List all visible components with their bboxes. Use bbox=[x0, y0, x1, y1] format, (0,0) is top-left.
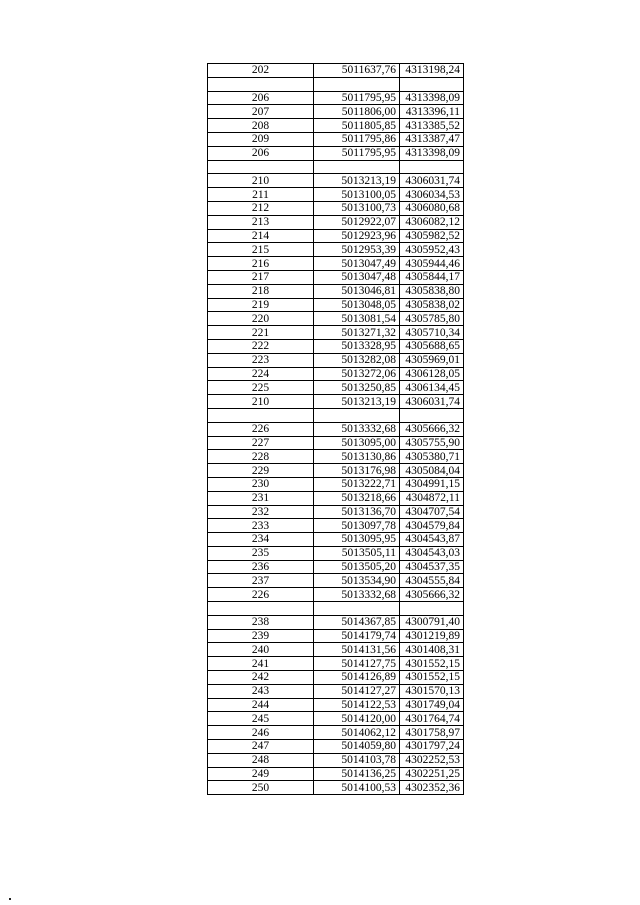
x-coordinate-cell: 5013213,19 bbox=[314, 174, 400, 188]
y-coordinate-cell: 4306031,74 bbox=[400, 395, 464, 409]
y-coordinate-cell: 4305785,80 bbox=[400, 312, 464, 326]
table-row bbox=[208, 270, 464, 284]
point-number-cell: 212 bbox=[208, 201, 314, 215]
y-coordinate-cell: 4305666,32 bbox=[400, 588, 464, 602]
point-number-cell: 209 bbox=[208, 132, 314, 146]
table-row bbox=[208, 615, 464, 629]
x-coordinate-cell bbox=[314, 602, 400, 616]
point-number-cell: 206 bbox=[208, 146, 314, 160]
y-coordinate-cell: 4301552,15 bbox=[400, 657, 464, 671]
table-row bbox=[208, 188, 464, 202]
table-row bbox=[208, 146, 464, 160]
table-row bbox=[208, 477, 464, 491]
x-coordinate-cell: 5013047,48 bbox=[314, 270, 400, 284]
point-number-cell: 247 bbox=[208, 740, 314, 754]
point-number-cell: 226 bbox=[208, 588, 314, 602]
x-coordinate-cell: 5014120,00 bbox=[314, 712, 400, 726]
point-number-cell: 242 bbox=[208, 671, 314, 685]
y-coordinate-cell: 4301570,13 bbox=[400, 684, 464, 698]
point-number-cell: 216 bbox=[208, 257, 314, 271]
x-coordinate-cell: 5011795,86 bbox=[314, 132, 400, 146]
point-number-cell: 246 bbox=[208, 726, 314, 740]
point-number-cell: 243 bbox=[208, 684, 314, 698]
point-number-cell: 215 bbox=[208, 243, 314, 257]
point-number-cell: 213 bbox=[208, 215, 314, 229]
table-row bbox=[208, 657, 464, 671]
point-number-cell: 249 bbox=[208, 767, 314, 781]
point-number-cell: 227 bbox=[208, 436, 314, 450]
y-coordinate-cell: 4300791,40 bbox=[400, 615, 464, 629]
x-coordinate-cell: 5014127,75 bbox=[314, 657, 400, 671]
x-coordinate-cell: 5011805,85 bbox=[314, 119, 400, 133]
coordinates-table bbox=[207, 63, 464, 795]
table-row bbox=[208, 450, 464, 464]
point-number-cell: 235 bbox=[208, 546, 314, 560]
x-coordinate-cell: 5014100,53 bbox=[314, 781, 400, 795]
x-coordinate-cell: 5013048,05 bbox=[314, 298, 400, 312]
point-number-cell: 218 bbox=[208, 284, 314, 298]
x-coordinate-cell: 5014122,53 bbox=[314, 698, 400, 712]
y-coordinate-cell: 4304555,84 bbox=[400, 574, 464, 588]
x-coordinate-cell bbox=[314, 408, 400, 422]
y-coordinate-cell: 4304991,15 bbox=[400, 477, 464, 491]
coordinates-table-body bbox=[208, 64, 464, 795]
table-row bbox=[208, 533, 464, 547]
table-row bbox=[208, 712, 464, 726]
table-row bbox=[208, 698, 464, 712]
point-number-cell: 228 bbox=[208, 450, 314, 464]
point-number-cell: 234 bbox=[208, 533, 314, 547]
table-row bbox=[208, 684, 464, 698]
table-row bbox=[208, 546, 464, 560]
point-number-cell: 210 bbox=[208, 174, 314, 188]
table-row bbox=[208, 174, 464, 188]
x-coordinate-cell: 5013095,95 bbox=[314, 533, 400, 547]
y-coordinate-cell bbox=[400, 602, 464, 616]
table-row bbox=[208, 326, 464, 340]
point-number-cell: 239 bbox=[208, 629, 314, 643]
point-number-cell: 236 bbox=[208, 560, 314, 574]
table-row bbox=[208, 215, 464, 229]
x-coordinate-cell: 5013272,06 bbox=[314, 367, 400, 381]
point-number-cell: 217 bbox=[208, 270, 314, 284]
table-row bbox=[208, 560, 464, 574]
y-coordinate-cell bbox=[400, 408, 464, 422]
separator-row bbox=[208, 408, 464, 422]
y-coordinate-cell: 4305944,46 bbox=[400, 257, 464, 271]
y-coordinate-cell: 4305755,90 bbox=[400, 436, 464, 450]
y-coordinate-cell: 4301408,31 bbox=[400, 643, 464, 657]
table-row bbox=[208, 505, 464, 519]
x-coordinate-cell: 5014062,12 bbox=[314, 726, 400, 740]
table-row bbox=[208, 395, 464, 409]
separator-row bbox=[208, 77, 464, 91]
x-coordinate-cell: 5013047,49 bbox=[314, 257, 400, 271]
y-coordinate-cell: 4305688,65 bbox=[400, 339, 464, 353]
point-number-cell: 211 bbox=[208, 188, 314, 202]
x-coordinate-cell: 5012922,07 bbox=[314, 215, 400, 229]
x-coordinate-cell: 5014131,56 bbox=[314, 643, 400, 657]
table-row bbox=[208, 119, 464, 133]
x-coordinate-cell: 5011795,95 bbox=[314, 146, 400, 160]
x-coordinate-cell: 5014127,27 bbox=[314, 684, 400, 698]
table-row bbox=[208, 671, 464, 685]
point-number-cell: 214 bbox=[208, 229, 314, 243]
table-row bbox=[208, 353, 464, 367]
y-coordinate-cell: 4305084,04 bbox=[400, 464, 464, 478]
y-coordinate-cell: 4304543,87 bbox=[400, 533, 464, 547]
x-coordinate-cell: 5011806,00 bbox=[314, 105, 400, 119]
x-coordinate-cell: 5013222,71 bbox=[314, 477, 400, 491]
x-coordinate-cell: 5013534,90 bbox=[314, 574, 400, 588]
x-coordinate-cell: 5013505,11 bbox=[314, 546, 400, 560]
y-coordinate-cell: 4305838,80 bbox=[400, 284, 464, 298]
point-number-cell: 241 bbox=[208, 657, 314, 671]
x-coordinate-cell: 5011637,76 bbox=[314, 64, 400, 78]
y-coordinate-cell: 4305666,32 bbox=[400, 422, 464, 436]
y-coordinate-cell: 4301758,97 bbox=[400, 726, 464, 740]
x-coordinate-cell bbox=[314, 160, 400, 174]
y-coordinate-cell: 4305969,01 bbox=[400, 353, 464, 367]
table-row bbox=[208, 381, 464, 395]
y-coordinate-cell: 4306034,53 bbox=[400, 188, 464, 202]
table-row bbox=[208, 284, 464, 298]
table-row bbox=[208, 367, 464, 381]
y-coordinate-cell: 4304872,11 bbox=[400, 491, 464, 505]
table-row bbox=[208, 298, 464, 312]
y-coordinate-cell: 4305838,02 bbox=[400, 298, 464, 312]
y-coordinate-cell: 4306031,74 bbox=[400, 174, 464, 188]
x-coordinate-cell: 5014126,89 bbox=[314, 671, 400, 685]
point-number-cell: 210 bbox=[208, 395, 314, 409]
table-row bbox=[208, 257, 464, 271]
table-row bbox=[208, 519, 464, 533]
point-number-cell: 238 bbox=[208, 615, 314, 629]
table-row bbox=[208, 491, 464, 505]
x-coordinate-cell: 5014367,85 bbox=[314, 615, 400, 629]
point-number-cell: 223 bbox=[208, 353, 314, 367]
y-coordinate-cell: 4313198,24 bbox=[400, 64, 464, 78]
y-coordinate-cell: 4313385,52 bbox=[400, 119, 464, 133]
point-number-cell: 202 bbox=[208, 64, 314, 78]
point-number-cell: 229 bbox=[208, 464, 314, 478]
table-row bbox=[208, 339, 464, 353]
table-row bbox=[208, 243, 464, 257]
point-number-cell: 224 bbox=[208, 367, 314, 381]
x-coordinate-cell: 5013218,66 bbox=[314, 491, 400, 505]
y-coordinate-cell: 4301764,74 bbox=[400, 712, 464, 726]
point-number-cell: 237 bbox=[208, 574, 314, 588]
y-coordinate-cell bbox=[400, 160, 464, 174]
x-coordinate-cell: 5013282,08 bbox=[314, 353, 400, 367]
point-number-cell: 222 bbox=[208, 339, 314, 353]
separator-row bbox=[208, 160, 464, 174]
x-coordinate-cell: 5012923,96 bbox=[314, 229, 400, 243]
point-number-cell: 250 bbox=[208, 781, 314, 795]
point-number-cell bbox=[208, 408, 314, 422]
table-row bbox=[208, 767, 464, 781]
point-number-cell: 207 bbox=[208, 105, 314, 119]
x-coordinate-cell: 5013081,54 bbox=[314, 312, 400, 326]
point-number-cell: 220 bbox=[208, 312, 314, 326]
table-row bbox=[208, 64, 464, 78]
table-row bbox=[208, 132, 464, 146]
x-coordinate-cell: 5014103,78 bbox=[314, 753, 400, 767]
point-number-cell: 245 bbox=[208, 712, 314, 726]
x-coordinate-cell: 5014059,80 bbox=[314, 740, 400, 754]
point-number-cell: 225 bbox=[208, 381, 314, 395]
y-coordinate-cell: 4304537,35 bbox=[400, 560, 464, 574]
y-coordinate-cell: 4304543,03 bbox=[400, 546, 464, 560]
table-row bbox=[208, 91, 464, 105]
y-coordinate-cell: 4306080,68 bbox=[400, 201, 464, 215]
point-number-cell bbox=[208, 160, 314, 174]
y-coordinate-cell: 4305844,17 bbox=[400, 270, 464, 284]
y-coordinate-cell: 4313396,11 bbox=[400, 105, 464, 119]
y-coordinate-cell: 4301749,04 bbox=[400, 698, 464, 712]
x-coordinate-cell: 5011795,95 bbox=[314, 91, 400, 105]
table-row bbox=[208, 588, 464, 602]
x-coordinate-cell bbox=[314, 77, 400, 91]
table-row bbox=[208, 105, 464, 119]
point-number-cell bbox=[208, 77, 314, 91]
x-coordinate-cell: 5014136,25 bbox=[314, 767, 400, 781]
x-coordinate-cell: 5012953,39 bbox=[314, 243, 400, 257]
table-row bbox=[208, 629, 464, 643]
point-number-cell: 231 bbox=[208, 491, 314, 505]
point-number-cell: 230 bbox=[208, 477, 314, 491]
table-row bbox=[208, 422, 464, 436]
y-coordinate-cell: 4305380,71 bbox=[400, 450, 464, 464]
x-coordinate-cell: 5013332,68 bbox=[314, 422, 400, 436]
x-coordinate-cell: 5013328,95 bbox=[314, 339, 400, 353]
point-number-cell: 221 bbox=[208, 326, 314, 340]
point-number-cell bbox=[208, 602, 314, 616]
x-coordinate-cell: 5013213,19 bbox=[314, 395, 400, 409]
x-coordinate-cell: 5013100,73 bbox=[314, 201, 400, 215]
y-coordinate-cell: 4306134,45 bbox=[400, 381, 464, 395]
y-coordinate-cell: 4302352,36 bbox=[400, 781, 464, 795]
y-coordinate-cell: 4306082,12 bbox=[400, 215, 464, 229]
table-row bbox=[208, 726, 464, 740]
y-coordinate-cell: 4306128,05 bbox=[400, 367, 464, 381]
table-row bbox=[208, 781, 464, 795]
table-row bbox=[208, 740, 464, 754]
x-coordinate-cell: 5014179,74 bbox=[314, 629, 400, 643]
table-row bbox=[208, 436, 464, 450]
table-row bbox=[208, 229, 464, 243]
y-coordinate-cell: 4304707,54 bbox=[400, 505, 464, 519]
x-coordinate-cell: 5013097,78 bbox=[314, 519, 400, 533]
y-coordinate-cell: 4313398,09 bbox=[400, 146, 464, 160]
y-coordinate-cell: 4305952,43 bbox=[400, 243, 464, 257]
point-number-cell: 232 bbox=[208, 505, 314, 519]
table-row bbox=[208, 643, 464, 657]
separator-row bbox=[208, 602, 464, 616]
x-coordinate-cell: 5013130,86 bbox=[314, 450, 400, 464]
y-coordinate-cell: 4313398,09 bbox=[400, 91, 464, 105]
y-coordinate-cell: 4304579,84 bbox=[400, 519, 464, 533]
x-coordinate-cell: 5013176,98 bbox=[314, 464, 400, 478]
x-coordinate-cell: 5013505,20 bbox=[314, 560, 400, 574]
y-coordinate-cell: 4301552,15 bbox=[400, 671, 464, 685]
table-row bbox=[208, 574, 464, 588]
y-coordinate-cell: 4313387,47 bbox=[400, 132, 464, 146]
table-row bbox=[208, 312, 464, 326]
table-row bbox=[208, 201, 464, 215]
x-coordinate-cell: 5013136,70 bbox=[314, 505, 400, 519]
point-number-cell: 240 bbox=[208, 643, 314, 657]
point-number-cell: 219 bbox=[208, 298, 314, 312]
table-row bbox=[208, 753, 464, 767]
x-coordinate-cell: 5013271,32 bbox=[314, 326, 400, 340]
y-coordinate-cell: 4305710,34 bbox=[400, 326, 464, 340]
x-coordinate-cell: 5013332,68 bbox=[314, 588, 400, 602]
y-coordinate-cell: 4301219,89 bbox=[400, 629, 464, 643]
x-coordinate-cell: 5013100,05 bbox=[314, 188, 400, 202]
y-coordinate-cell bbox=[400, 77, 464, 91]
y-coordinate-cell: 4301797,24 bbox=[400, 740, 464, 754]
point-number-cell: 248 bbox=[208, 753, 314, 767]
x-coordinate-cell: 5013250,85 bbox=[314, 381, 400, 395]
y-coordinate-cell: 4302252,53 bbox=[400, 753, 464, 767]
scan-speck bbox=[9, 898, 11, 900]
table-row bbox=[208, 464, 464, 478]
x-coordinate-cell: 5013046,81 bbox=[314, 284, 400, 298]
point-number-cell: 206 bbox=[208, 91, 314, 105]
point-number-cell: 208 bbox=[208, 119, 314, 133]
y-coordinate-cell: 4302251,25 bbox=[400, 767, 464, 781]
point-number-cell: 226 bbox=[208, 422, 314, 436]
point-number-cell: 244 bbox=[208, 698, 314, 712]
point-number-cell: 233 bbox=[208, 519, 314, 533]
y-coordinate-cell: 4305982,52 bbox=[400, 229, 464, 243]
x-coordinate-cell: 5013095,00 bbox=[314, 436, 400, 450]
